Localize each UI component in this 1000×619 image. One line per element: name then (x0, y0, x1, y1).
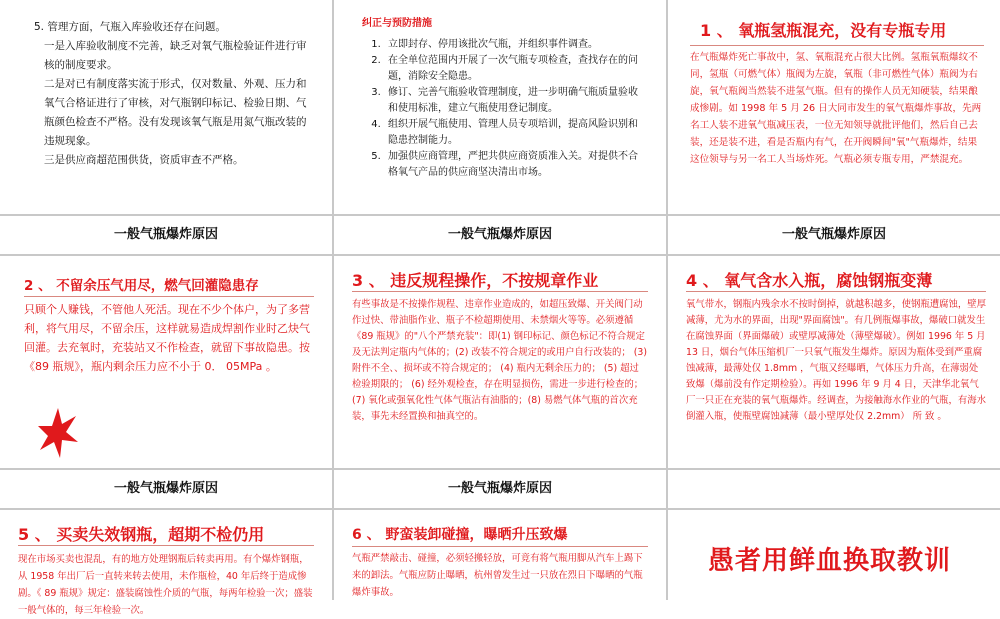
slide-5-content (334, 256, 666, 425)
corrective-measures-list (362, 37, 644, 181)
slide-6-content (668, 256, 1000, 425)
slide-7-content (0, 510, 332, 619)
explosion-icon (38, 408, 78, 458)
slide-thumbnail-1[interactable] (0, 0, 332, 214)
slide-caption: 一般气瓶爆炸原因 (668, 216, 1000, 254)
slide-9-slogan: 愚者用鲜血换取教训 (708, 546, 952, 576)
slide-5-body: 有些事故是不按操作规程、违章作业造成的，如超压致爆、开关阀门动作过快、带油脂作业、瓶子不检超期使用、未禁烟火等等。必须遵循《89 瓶规》的"八个严禁充装"：即(1) 钢印标记、颜色标记不符合规定及无法判定瓶内气体的；(2) 改装不符合规定的或用户自行改装的； (3) 附件不全、、损坏或不符合规定的； (4) 瓶内无剩余压力的； (5) 超过检验期限的； (6) 经外观检查，存在明显损伤，需进一步进行检查的； (7) 氧化或强氧化性气体气瓶沾有油脂的；(8) 易燃气体气瓶的首次充装，事先未经置换和抽真空的。 (352, 299, 648, 422)
slide-4-title: 2 、 不留余压气用尽，燃气回灌隐患存 (24, 278, 259, 294)
list-item: 4. 组织开展气瓶使用、管理人员专项培训，提高风险识别和隐患控制能力。 (384, 117, 644, 149)
slide-6-title: 4 、 氧气含水入瓶，腐蚀钢瓶变薄 (686, 271, 933, 290)
slide-3-title: 1 、 氧瓶氢瓶混充，没有专瓶专用 (700, 21, 947, 40)
slide-caption: 一般气瓶爆炸原因 (0, 216, 332, 254)
slide-1-line: 一是入库验收制度不完善，缺乏对氧气瓶检验证件进行审核的制度要求。 (44, 40, 307, 71)
slide-8-content (334, 510, 666, 601)
slide-6-body: 氧气带水，钢瓶内残余水不按时倒掉，就越积越多，使钢瓶遭腐蚀，壁厚减薄，尤为水的界面，出现"界面腐蚀"。有几例瓶爆事故，爆破口就发生在腐蚀界面（界面爆破）或壁厚减薄处（薄壁爆破）。例如 1996 年 5 月 13 日，烟台气体压缩机厂一只氧气瓶发生爆炸。原因为瓶体受到严重腐蚀减薄，最薄处仅 1.8mm ，气瓶又经曝晒，气体压力升高，在薄弱处致爆（爆前没有作定期检验）。再如 1996 年 9 月 4 日，天津华北氧气厂一只正在充装的氧气瓶爆炸。经调查，为接触海水作业的气瓶，有海水倒灌入瓶，使瓶壁腐蚀减薄（最小壁厚处仅 2.2mm） 所 致 。 (686, 299, 987, 422)
slide-thumbnail-3[interactable] (668, 0, 1000, 214)
list-item: 2. 在全单位范围内开展了一次气瓶专项检查，查找存在的问题，消除安全隐患。 (384, 53, 644, 85)
slide-4-content (0, 256, 332, 376)
slide-3-content (668, 0, 1000, 168)
list-item: 3. 修订、完善气瓶验收管理制度，进一步明确气瓶质量验收和使用标准，建立气瓶使用登记制度。 (384, 85, 644, 117)
slide-7-body: 现在市场买卖也混乱，有的地方处理钢瓶后转卖再用。有个爆炸钢瓶，从 1958 年出厂后一直转来转去使用，未作瓶检，40 年后终于造成惨剧。《 89 瓶规》规定：盛装腐蚀性介质的气瓶，每两年检验一次；盛装一般气体的，每三年检验一次。 (18, 554, 313, 616)
slide-1-line: 二是对已有制度落实流于形式，仅对数量、外观、压力和氧气合格证进行了审核，对气瓶钢印标记、检验日期、气瓶颜色检查不严格。没有发现该氧气瓶是用氮气瓶改装的违规现象。 (44, 78, 307, 147)
slide-caption: 一般气瓶爆炸原因 (0, 470, 332, 508)
slide-thumbnail-5[interactable] (334, 256, 666, 468)
slide-1-heading: 5. 管理方面，气瓶入库验收还存在问题。 (34, 21, 226, 33)
list-item: 1. 立即封存、停用该批次气瓶，并组织事件调查。 (384, 37, 644, 53)
slide-2-content (334, 0, 666, 181)
slide-4-body: 只顾个人赚钱，不管他人死活。现在不少个体户，为了多营利，将气用尽，不留余压，这样就易造成焊割作业时乙炔气回灌。去充氧时，充装站又不作检查，就留下事故隐患。按《89 瓶规》，瓶内剩余压力应不小于 0． 05MPa 。 (24, 303, 310, 373)
slide-thumbnail-7[interactable] (0, 510, 332, 616)
title-underline (686, 291, 986, 292)
title-underline (352, 291, 648, 292)
slide-thumbnail-2[interactable] (334, 0, 666, 214)
slide-thumbnail-9[interactable] (668, 510, 1000, 600)
slide-1-line: 三是供应商超范围供货，资质审查不严格。 (44, 154, 244, 166)
slide-thumbnail-8[interactable] (334, 510, 666, 600)
slide-3-body: 在气瓶爆炸死亡事故中，氢、氧瓶混充占很大比例。氢瓶氧瓶爆纹不同，氢瓶（可燃气体）瓶阀为左旋，氧瓶（非可燃性气体）瓶阀为右旋，氧气瓶阀当然装不进氢气瓶。但有的操作人员无知硬装，结果酿成惨剧。如 1998 年 5 月 26 日大同市发生的氧气瓶爆炸事故，先两名工人装不进氧气瓶减压表，一位无知领导就批评他们，然后自己去装，还是装不进，看是否瓶内有气，在开阀瞬间"氧"气瓶爆炸，结果这位领导与另一名工人当场炸死。气瓶必须专瓶专用，严禁混充。 (690, 52, 982, 165)
slide-1-content (0, 0, 332, 170)
title-underline (18, 545, 314, 546)
slide-7-title: 5 、 买卖失效钢瓶，超期不检仍用 (18, 525, 265, 544)
title-underline (352, 546, 648, 547)
title-underline (24, 296, 314, 297)
slide-5-title: 3 、 违反规程操作，不按规章作业 (352, 271, 599, 290)
list-item: 5. 加强供应商管理，严把共供应商资质准入关。对提供不合格氧气产品的供应商坚决清出市场。 (384, 149, 644, 181)
title-underline (690, 45, 984, 46)
slide-2-section-tag: 纠正与预防措施 (362, 18, 432, 29)
slide-thumbnail-6[interactable] (668, 256, 1000, 468)
slide-8-body: 气瓶严禁敲击、碰撞，必须轻搬轻放，可竟有将气瓶用脚从汽车上踢下来的卸法。气瓶应防止曝晒，杭州曾发生过一只放在烈日下曝晒的气瓶爆炸事故。 (352, 553, 643, 598)
slide-caption: 一般气瓶爆炸原因 (334, 216, 666, 254)
slide-thumbnail-4[interactable] (0, 256, 332, 468)
slide-8-title: 6 、 野蛮装卸碰撞，曝晒升压致爆 (352, 527, 568, 543)
slide-caption: 一般气瓶爆炸原因 (334, 470, 666, 508)
